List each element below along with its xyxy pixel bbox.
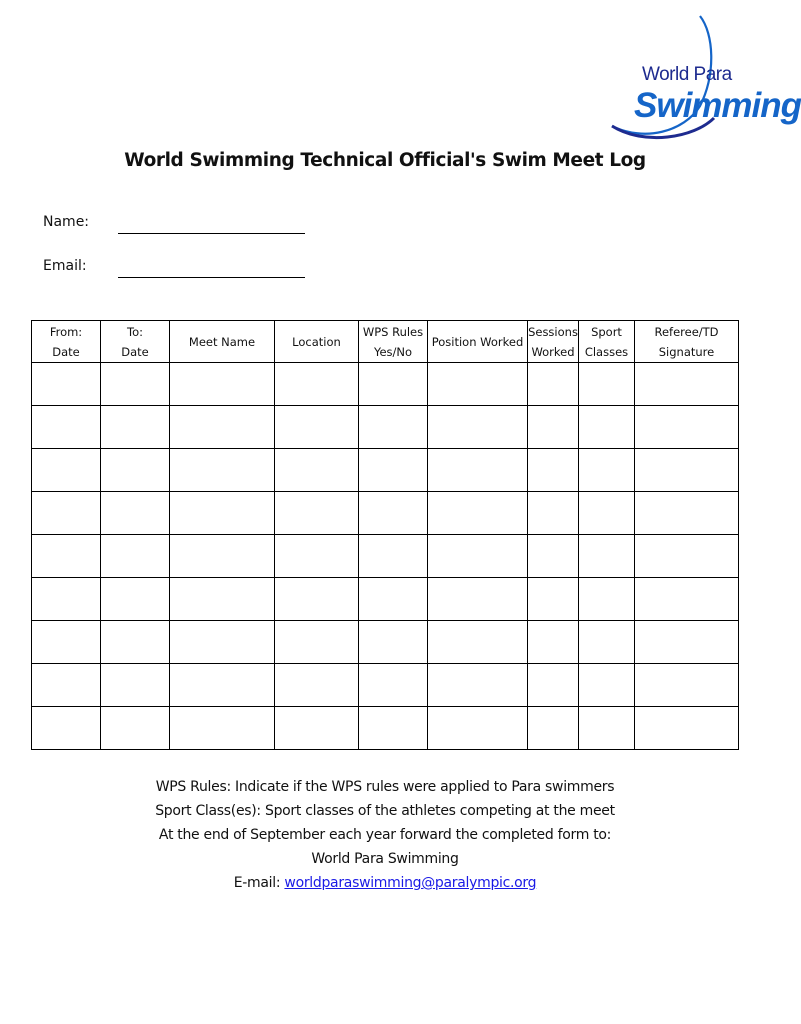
email-label: Email: bbox=[43, 258, 87, 274]
table-cell[interactable] bbox=[101, 492, 170, 535]
table-cell[interactable] bbox=[359, 363, 428, 406]
table-cell[interactable] bbox=[528, 449, 579, 492]
table-cell[interactable] bbox=[428, 492, 528, 535]
column-header-text: Classes bbox=[584, 344, 629, 359]
table-cell[interactable] bbox=[170, 492, 275, 535]
table-cell[interactable] bbox=[579, 363, 635, 406]
table-cell[interactable] bbox=[275, 707, 359, 750]
table-cell[interactable] bbox=[359, 664, 428, 707]
table-cell[interactable] bbox=[275, 492, 359, 535]
table-cell[interactable] bbox=[359, 707, 428, 750]
table-cell[interactable] bbox=[32, 664, 101, 707]
email-field[interactable] bbox=[118, 277, 305, 278]
table-cell[interactable] bbox=[528, 535, 579, 578]
table-cell[interactable] bbox=[428, 449, 528, 492]
column-header-text: Date bbox=[121, 344, 149, 359]
table-cell[interactable] bbox=[275, 535, 359, 578]
table-cell[interactable] bbox=[528, 492, 579, 535]
table-cell[interactable] bbox=[579, 492, 635, 535]
table-cell[interactable] bbox=[428, 621, 528, 664]
table-row bbox=[32, 578, 739, 621]
table-cell[interactable] bbox=[101, 664, 170, 707]
table-cell[interactable] bbox=[579, 707, 635, 750]
column-header-text: Signature bbox=[658, 344, 715, 359]
column-header bbox=[359, 321, 428, 363]
column-header bbox=[428, 321, 528, 363]
table-row bbox=[32, 406, 739, 449]
table-cell[interactable] bbox=[359, 621, 428, 664]
table-cell[interactable] bbox=[275, 406, 359, 449]
table-row bbox=[32, 707, 739, 750]
column-header bbox=[528, 321, 579, 363]
table-cell[interactable] bbox=[32, 535, 101, 578]
table-cell[interactable] bbox=[528, 578, 579, 621]
note-recipient: World Para Swimming bbox=[311, 851, 459, 867]
column-header bbox=[170, 321, 275, 363]
table-cell[interactable] bbox=[428, 535, 528, 578]
table-row bbox=[32, 449, 739, 492]
table-cell[interactable] bbox=[170, 363, 275, 406]
table-cell[interactable] bbox=[428, 363, 528, 406]
name-field[interactable] bbox=[118, 233, 305, 234]
table-cell[interactable] bbox=[275, 449, 359, 492]
column-header-text: Worked bbox=[531, 344, 575, 359]
table-cell[interactable] bbox=[275, 621, 359, 664]
table-cell[interactable] bbox=[359, 492, 428, 535]
column-header-text: Sport bbox=[591, 324, 622, 339]
column-header bbox=[32, 321, 101, 363]
table-cell[interactable] bbox=[528, 363, 579, 406]
table-cell[interactable] bbox=[635, 707, 739, 750]
table-cell[interactable] bbox=[579, 535, 635, 578]
note-sport-classes: Sport Class(es): Sport classes of the athletes competing at the meet bbox=[155, 803, 615, 819]
table-cell[interactable] bbox=[170, 535, 275, 578]
table-cell[interactable] bbox=[275, 363, 359, 406]
table-cell[interactable] bbox=[170, 406, 275, 449]
table-cell[interactable] bbox=[528, 664, 579, 707]
column-header-text: Sessions bbox=[528, 324, 578, 339]
table-cell[interactable] bbox=[635, 578, 739, 621]
column-header-text: Yes/No bbox=[373, 344, 413, 359]
note-email-line bbox=[0, 871, 770, 895]
table-cell[interactable] bbox=[635, 492, 739, 535]
name-label: Name: bbox=[43, 214, 90, 230]
table-cell[interactable] bbox=[170, 449, 275, 492]
table-cell[interactable] bbox=[359, 406, 428, 449]
column-header-text: Location bbox=[292, 334, 341, 349]
table-cell[interactable] bbox=[428, 578, 528, 621]
table-cell[interactable] bbox=[32, 578, 101, 621]
table-cell[interactable] bbox=[170, 578, 275, 621]
email-link[interactable]: worldparaswimming@paralympic.org bbox=[284, 875, 537, 891]
table-cell[interactable] bbox=[428, 406, 528, 449]
column-header bbox=[579, 321, 635, 363]
table-cell[interactable] bbox=[32, 707, 101, 750]
column-header bbox=[275, 321, 359, 363]
logo-text-swimming: Swimming bbox=[634, 86, 801, 125]
table-header-row bbox=[32, 321, 739, 363]
email-prefix: E-mail: bbox=[233, 875, 285, 891]
instructions bbox=[0, 775, 770, 895]
column-header-text: WPS Rules bbox=[362, 324, 424, 339]
table-cell[interactable] bbox=[635, 449, 739, 492]
note-forward-form: At the end of September each year forward the completed form to: bbox=[158, 827, 612, 843]
note-wps-rules: WPS Rules: Indicate if the WPS rules were applied to Para swimmers bbox=[155, 779, 615, 795]
table-cell[interactable] bbox=[635, 363, 739, 406]
table-cell[interactable] bbox=[170, 664, 275, 707]
table-cell[interactable] bbox=[275, 664, 359, 707]
table-cell[interactable] bbox=[32, 449, 101, 492]
column-header-text: To: bbox=[127, 324, 143, 339]
table-cell[interactable] bbox=[579, 406, 635, 449]
table-cell[interactable] bbox=[579, 664, 635, 707]
column-header-text: Referee/TD bbox=[654, 324, 719, 339]
table-cell[interactable] bbox=[101, 535, 170, 578]
table-cell[interactable] bbox=[101, 449, 170, 492]
column-header bbox=[635, 321, 739, 363]
table-body bbox=[32, 363, 739, 750]
table-cell[interactable] bbox=[101, 363, 170, 406]
table-row bbox=[32, 363, 739, 406]
table-cell[interactable] bbox=[635, 406, 739, 449]
logo-text-world-para: World Para bbox=[642, 64, 732, 85]
table-cell[interactable] bbox=[635, 621, 739, 664]
table-row bbox=[32, 535, 739, 578]
world-para-swimming-logo bbox=[604, 14, 801, 146]
table-cell[interactable] bbox=[359, 578, 428, 621]
column-header-text: From: bbox=[49, 324, 83, 339]
table-cell[interactable] bbox=[579, 578, 635, 621]
meet-log-table bbox=[31, 320, 739, 750]
table-row bbox=[32, 664, 739, 707]
table-cell[interactable] bbox=[428, 664, 528, 707]
table-cell[interactable] bbox=[101, 707, 170, 750]
table-cell[interactable] bbox=[579, 449, 635, 492]
table-cell[interactable] bbox=[32, 621, 101, 664]
table-cell[interactable] bbox=[170, 621, 275, 664]
table-cell[interactable] bbox=[101, 621, 170, 664]
table-cell[interactable] bbox=[528, 621, 579, 664]
table-cell[interactable] bbox=[359, 535, 428, 578]
table-row bbox=[32, 492, 739, 535]
column-header-text: Position Worked bbox=[431, 334, 524, 349]
table-cell[interactable] bbox=[635, 664, 739, 707]
table-cell[interactable] bbox=[635, 535, 739, 578]
table-row bbox=[32, 621, 739, 664]
table-cell[interactable] bbox=[32, 406, 101, 449]
table-cell[interactable] bbox=[275, 578, 359, 621]
column-header-text: Date bbox=[52, 344, 80, 359]
table-cell[interactable] bbox=[101, 578, 170, 621]
table-cell[interactable] bbox=[528, 707, 579, 750]
table-cell[interactable] bbox=[428, 707, 528, 750]
column-header-text: Meet Name bbox=[188, 334, 256, 349]
table-cell[interactable] bbox=[101, 406, 170, 449]
table-cell[interactable] bbox=[32, 363, 101, 406]
table-cell[interactable] bbox=[528, 406, 579, 449]
table-cell[interactable] bbox=[32, 492, 101, 535]
column-header bbox=[101, 321, 170, 363]
table-cell[interactable] bbox=[359, 449, 428, 492]
table-cell[interactable] bbox=[170, 707, 275, 750]
table-cell[interactable] bbox=[579, 621, 635, 664]
page-title: World Swimming Technical Official's Swim Meet Log bbox=[124, 150, 646, 171]
